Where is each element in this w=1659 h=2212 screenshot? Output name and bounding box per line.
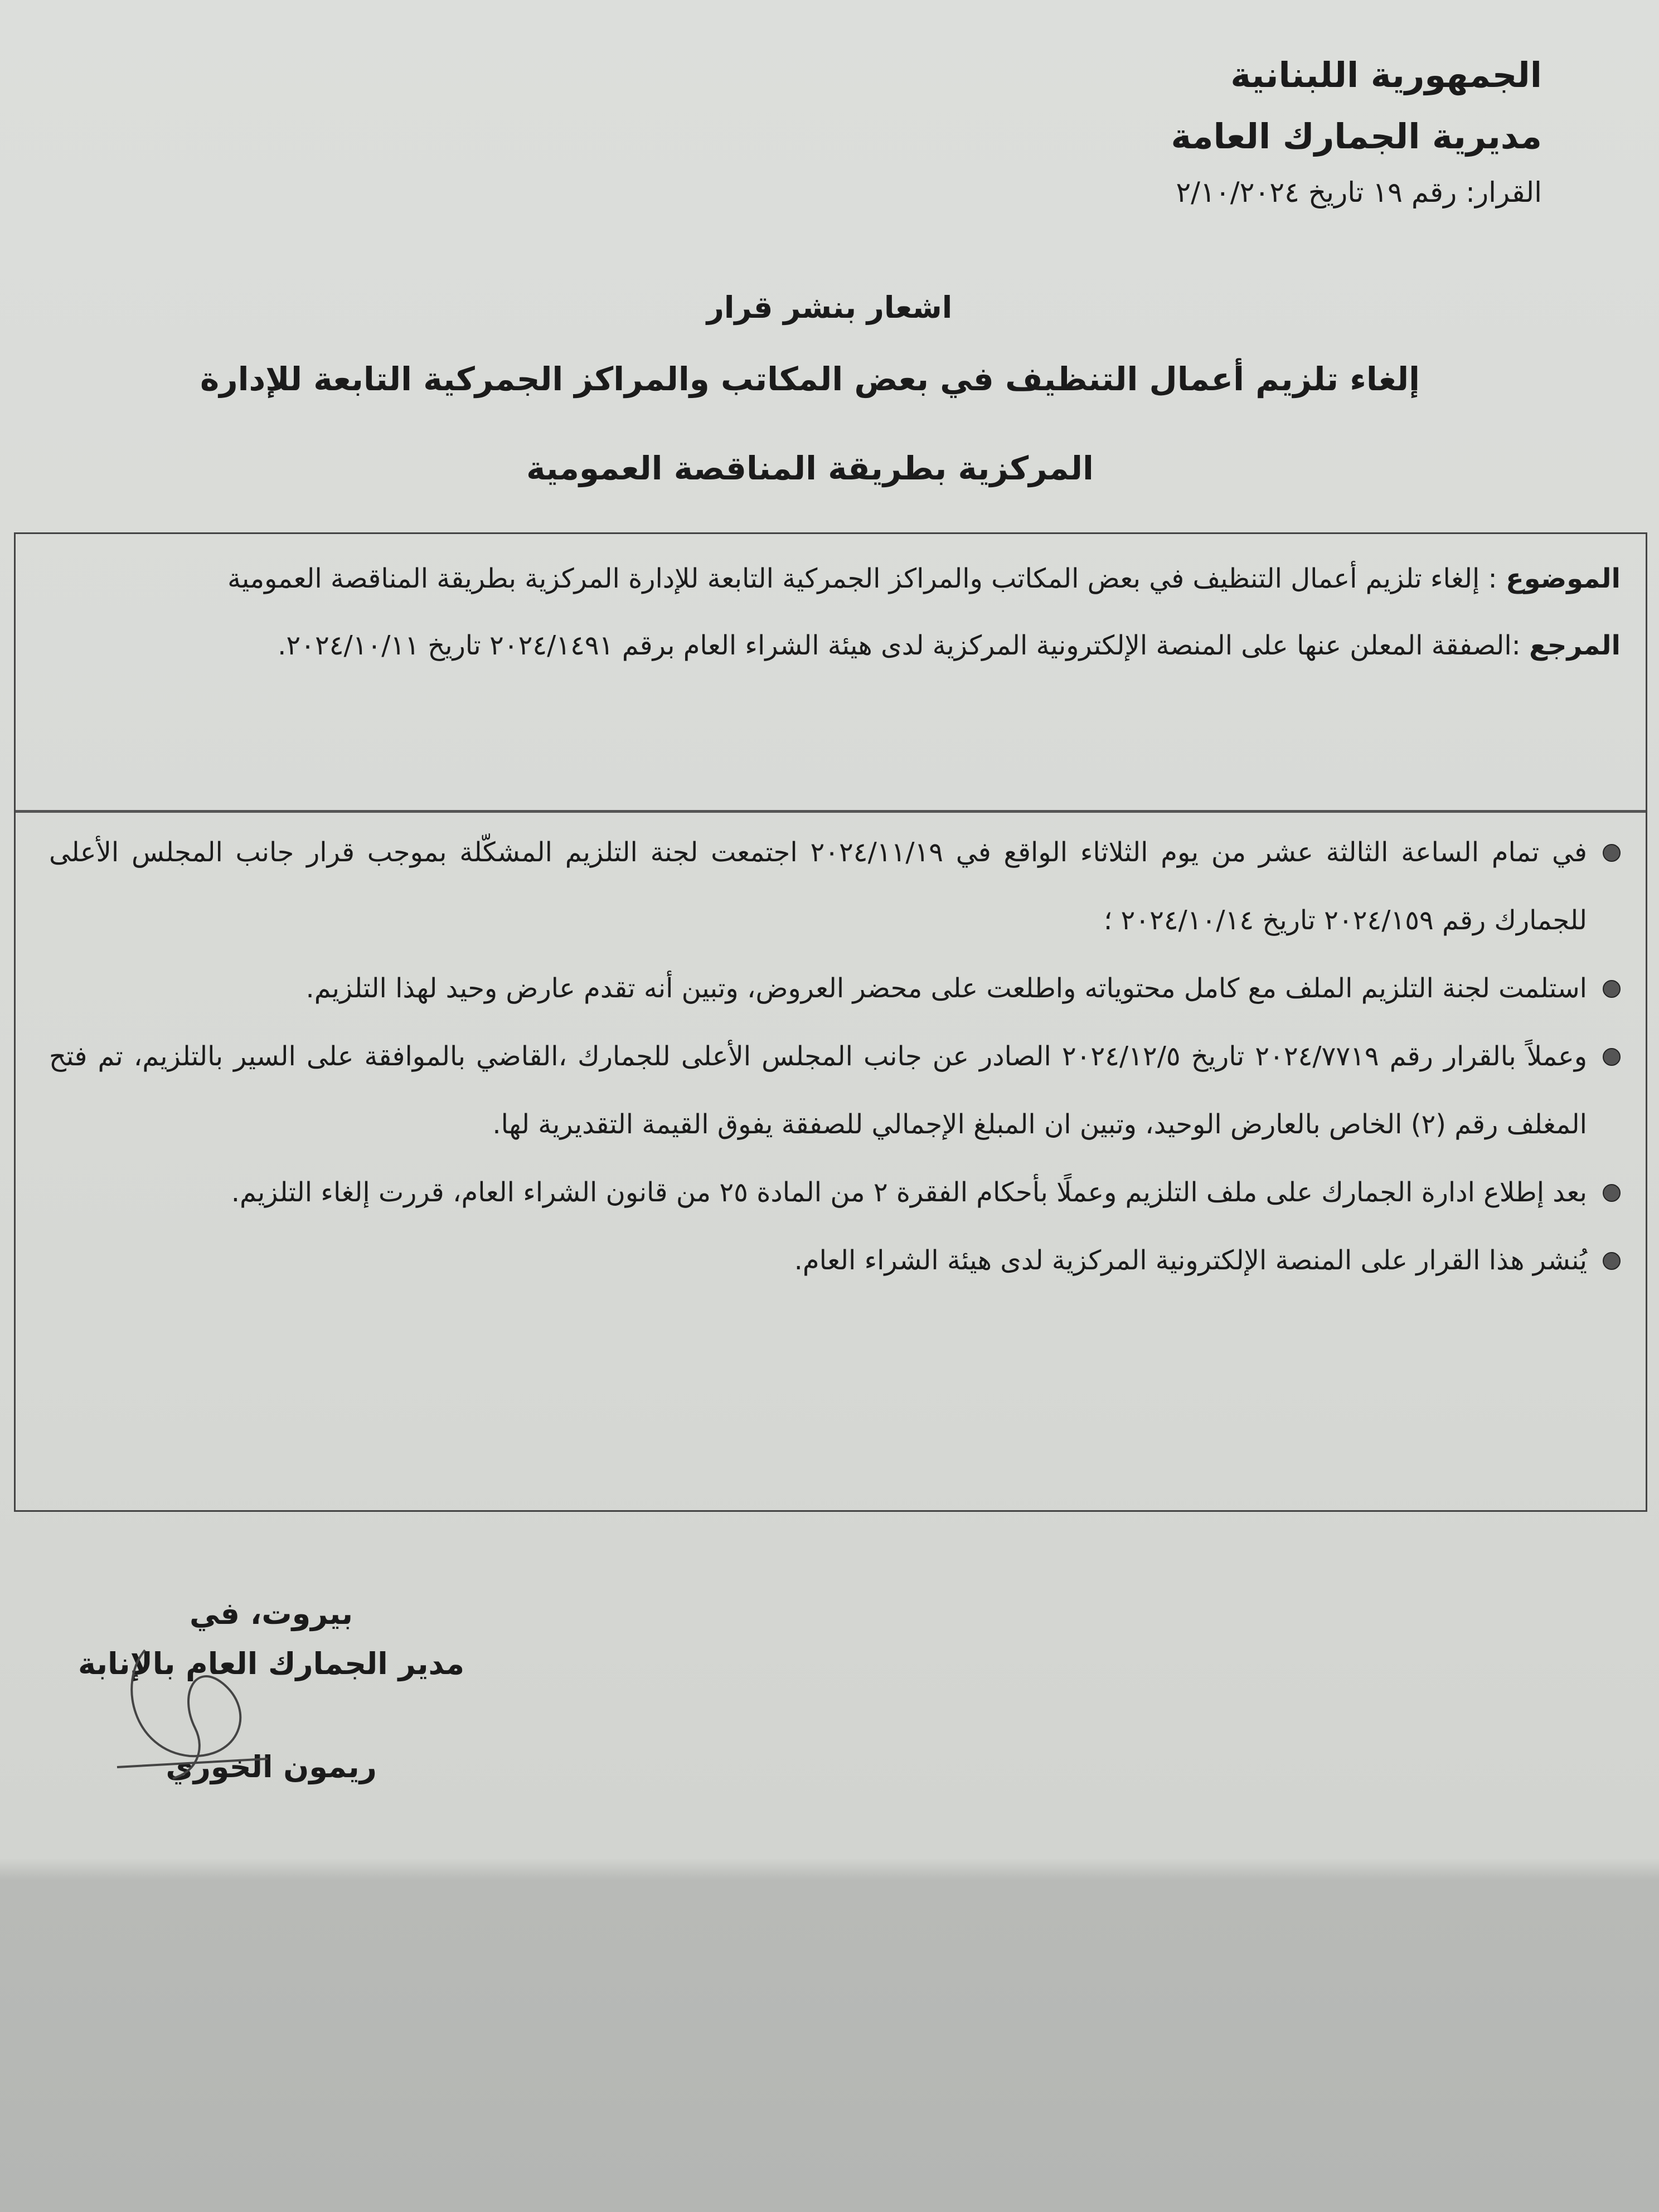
bullet-icon: [1603, 1048, 1621, 1066]
bullet-icon: [1603, 980, 1621, 998]
subject-label: الموضوع: [1505, 563, 1621, 594]
bullet-icon: [1603, 844, 1621, 862]
reference-row: [38, 612, 1621, 679]
decision-points: [16, 813, 1646, 1294]
decision-number: القرار: رقم ١٩ تاريخ ٢/١٠/٢٠٢٤: [1176, 176, 1542, 208]
letterhead: [1171, 45, 1542, 217]
list-item: [49, 1226, 1621, 1294]
list-item-text: بعد إطلاع ادارة الجمارك على ملف التلزيم وعملًا بأحكام الفقرة ٢ من المادة ٢٥ من قانون الشراء العام، قررت إلغاء التلزيم.: [231, 1177, 1587, 1208]
signature-title: مدير الجمارك العام بالإنابة: [78, 1646, 465, 1681]
list-item-text: وعملاً بالقرار رقم ٢٠٢٤/٧٧١٩ تاريخ ٢٠٢٤/١٢/٥ الصادر عن جانب المجلس الأعلى للجمارك ،القاضي بالموافقة على السير بالتلزيم، تم فتح المغلف رقم (٢) الخاص بالعارض الوحيد، وتبين ان المبلغ الإجمالي للصفقة يفوق القيمة التقديرية لها.: [49, 1041, 1587, 1140]
reference-label: المرجع: [1529, 630, 1621, 661]
list-item-text: يُنشر هذا القرار على المنصة الإلكترونية المركزية لدى هيئة الشراء العام.: [794, 1245, 1587, 1276]
bullet-icon: [1603, 1252, 1621, 1270]
list-item: [49, 818, 1621, 954]
list-item-text: استلمت لجنة التلزيم الملف مع كامل محتوياته واطلعت على محضر العروض، وتبين أنه تقدم عارض وحيد لهذا التلزيم.: [305, 973, 1587, 1004]
bullet-icon: [1603, 1184, 1621, 1202]
handwritten-signature-icon: [111, 1617, 279, 1784]
signatory-name: ريمون الخوري: [166, 1749, 377, 1784]
list-item-text: في تمام الساعة الثالثة عشر من يوم الثلاثاء الواقع في ٢٠٢٤/١١/١٩ اجتمعت لجنة التلزيم المشكّلة بموجب قرار جانب المجلس الأعلى للجمارك رقم ٢٠٢٤/١٥٩ تاريخ ٢٠٢٤/١٠/١٤ ؛: [49, 837, 1587, 936]
signature-place: بيروت، في: [190, 1596, 353, 1631]
list-item: [49, 954, 1621, 1022]
reference-text: :الصفقة المعلن عنها على المنصة الإلكترونية المركزية لدى هيئة الشراء العام برقم ٢٠٢٤/١٤٩١ تاريخ ٢٠٢٤/١٠/١١.: [278, 630, 1521, 661]
decision-box: [14, 532, 1647, 1512]
subject-title: إلغاء تلزيم أعمال التنظيف في بعض المكاتب والمراكز الجمركية التابعة للإدارة المركزية بطريقة المناقصة العمومية: [200, 360, 1420, 487]
list-item: [49, 1158, 1621, 1226]
notice-title: اشعار بنشر قرار: [706, 290, 953, 325]
list-item: [49, 1022, 1621, 1158]
subject-text: : إلغاء تلزيم أعمال التنظيف في بعض المكاتب والمراكز الجمركية التابعة للإدارة المركزية بطريقة المناقصة العمومية: [227, 563, 1497, 594]
republic-name: الجمهورية اللبنانية: [1230, 55, 1542, 95]
subject-reference-section: [16, 534, 1646, 813]
subject-row: [38, 545, 1621, 612]
directorate-name: مديرية الجمارك العامة: [1171, 116, 1542, 157]
